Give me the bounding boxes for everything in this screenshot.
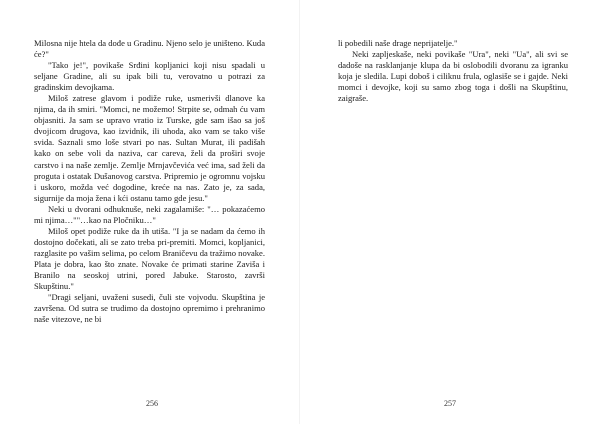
paragraph: Miloš zatrese glavom i podiže ruke, usmerivši dlanove ka njima, da ih smiri. "Momci, ne možemo! Strpite se, odmah ću vam objasniti. Ja sam se upravo vratio iz Turske, gde sam išao sa još dvojicom drugova, kao izvidnik, ili uhoda, ako vam se tako više svida. Saznali smo loše stvari po nas. Sultan Murat, ili padišah kako on sebe voli da naziva, car careva, želi da proširi svoje carstvo i na naše zemlje. Zemlje Mrnjavčevića već ima, sad želi da proguta i ostatak Dušanovog carstva. Pripremio je ogromnu vojsku i uskoro, možda već dogodine, kreće na nas. Zato je, za sada, sigurnije da moja žena i kći ostanu tamo gde jesu." <box>34 93 265 203</box>
right-page <box>300 0 600 424</box>
page-number: 257 <box>444 399 456 408</box>
paragraph: Milosna nije htela da dođe u Gradinu. Njeno selo je uništeno. Kuda će?" <box>34 38 265 60</box>
paragraph: Miloš opet podiže ruke da ih utiša. "I ja se nadam da ćemo ih dostojno dočekati, ali se zato treba pri-premiti. Momci, kopljanici, razglasite po vašim selima, po celom Braničevu da tražimo novake. Plata je dobra, kao što znate. Novake će primati starine Zaviša i Branilo na seoskoj utrini, pored Jabuke. Starosto, završi Skupštinu." <box>34 225 265 292</box>
paragraph: Neki zapljeskaše, neki povikaše "Ura", neki "Ua", ali svi se dadoše na rasklanjanje klupa da bi oslobodili dvoranu za igranku koja je sledila. Lupi doboš i ciliknu frula, oglasiše se i gajde. Neki momci i devojke, koji su samo zbog toga i došli na Skupštinu, zaigraše. <box>338 49 568 104</box>
right-page-text <box>338 38 568 104</box>
paragraph: li pobedili naše drage neprijatelje." <box>338 38 458 48</box>
paragraph: "Tako je!", povikaše Srđini kopljanici koji nisu spadali u seljane Gradine, ali su ipak bili tu, verovatno u potrazi za gradinskim devojkama. <box>34 60 265 93</box>
left-page-text <box>34 38 265 325</box>
paragraph: Neki u dvorani odhuknuše, neki zagalamiše: "… pokazaćemo mi njima…""…kao na Pločniku…" <box>34 203 265 225</box>
paragraph: "Dragi seljani, uvaženi susedi, čuli ste vojvodu. Skupština je završena. Od sutra se trudimo da dostojno opremimo i prehranimo naše vitezove, ne bi <box>34 292 265 325</box>
page-number: 256 <box>146 399 158 408</box>
